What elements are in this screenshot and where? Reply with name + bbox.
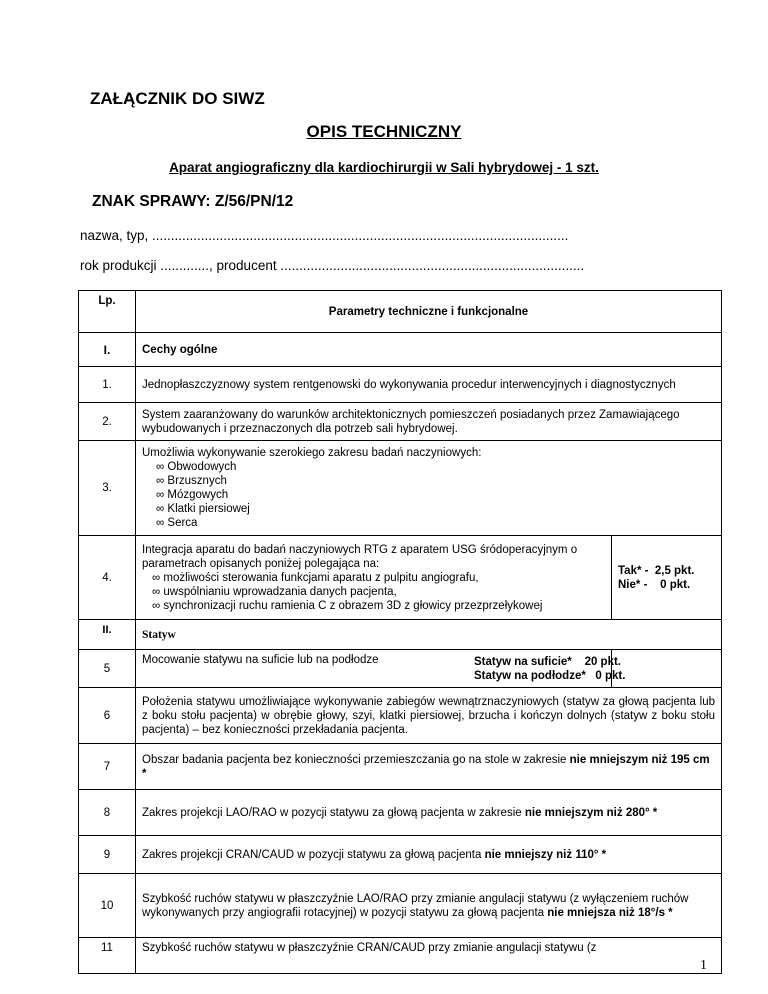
- row-number: 11: [79, 938, 136, 974]
- row-content: [136, 441, 722, 536]
- page-number: 1: [700, 958, 707, 973]
- section-number: II.: [79, 620, 136, 650]
- section-row: [79, 333, 722, 367]
- list-item: ∞ uwspólnianiu wprowadzania danych pacjenta,: [152, 585, 605, 599]
- section-title: Cechy ogólne: [136, 333, 722, 367]
- score-no: Nie* - 0 pkt.: [618, 578, 691, 591]
- row-requirement: nie mniejszy niż 110° *: [484, 848, 607, 861]
- table-row: [79, 938, 722, 974]
- score-ceiling: Statyw na suficie* 20 pkt.: [474, 655, 621, 668]
- table-header-row: [79, 291, 722, 333]
- row-text: Położenia statywu umożliwiające wykonywanie zabiegów wewnątrznaczyniowych (statyw za głową pacjenta lub z boku stołu pacjenta) w obrębie głowy, szyi, klatki piersiowej, brzucha i kończyn dolnych (statyw z boku stołu pacjenta) – bez konieczności przekładania pacjenta.: [136, 688, 722, 744]
- section-row: [79, 620, 722, 650]
- score-cell: [474, 650, 722, 688]
- col-lp-header: Lp.: [79, 291, 136, 333]
- row-requirement: nie mniejszym niż 195 cm *: [142, 753, 710, 780]
- list-item: ∞ Obwodowych: [156, 460, 715, 474]
- table-row: [79, 874, 722, 938]
- document-subtitle: Aparat angiograficzny dla kardiochirurgii w Sali hybrydowej - 1 szt.: [169, 160, 599, 175]
- section-title: Statyw: [136, 620, 722, 650]
- score-floor: Statyw na podłodze* 0 pkt.: [474, 669, 626, 682]
- row-number: 9: [79, 836, 136, 874]
- row-text: Jednopłaszczyznowy system rentgenowski do wykonywania procedur interwencyjnych i diagnostycznych: [136, 367, 722, 403]
- list-item: ∞ Mózgowych: [156, 488, 715, 502]
- row-number: 6: [79, 688, 136, 744]
- row-content: [136, 790, 722, 836]
- row-content: [136, 836, 722, 874]
- bullet-list: [142, 460, 715, 530]
- row-content: [136, 536, 612, 620]
- row-number: 10: [79, 874, 136, 938]
- row-number: 5: [79, 650, 136, 688]
- table-row: [79, 688, 722, 744]
- row-content: [136, 744, 722, 790]
- table-row: [79, 441, 722, 536]
- row-text: Umożliwia wykonywanie szerokiego zakresu badań naczyniowych:: [142, 447, 482, 459]
- bullet-list: [142, 571, 605, 613]
- row-number: 3.: [79, 441, 136, 536]
- list-item: ∞ Serca: [156, 516, 715, 530]
- table-row: [79, 650, 722, 688]
- row-text: Mocowanie statywu na suficie lub na podłodze: [136, 650, 612, 688]
- row-requirement: nie mniejsza niż 18°/s *: [547, 906, 673, 919]
- row-number: 4.: [79, 536, 136, 620]
- row-number: 8: [79, 790, 136, 836]
- row-text: System zaaranżowany do warunków architektonicznych pomieszczeń posiadanych przez Zamawiającego wybudowanych i przeznaczonych dla potrzeb sali hybrydowej.: [136, 403, 722, 441]
- list-item: ∞ Brzusznych: [156, 474, 715, 488]
- row-text: Zakres projekcji CRAN/CAUD w pozycji statywu za głową pacjenta: [142, 848, 485, 861]
- score-yes: Tak* - 2,5 pkt.: [618, 564, 695, 577]
- table-row: [79, 836, 722, 874]
- row-number: 7: [79, 744, 136, 790]
- case-number: ZNAK SPRAWY: Z/56/PN/12: [92, 193, 294, 210]
- list-item: ∞ synchronizacji ruchu ramienia C z obrazem 3D z głowicy przezprzełykowej: [152, 599, 605, 613]
- list-item: ∞ możliwości sterowania funkcjami aparatu z pulpitu angiografu,: [152, 571, 605, 585]
- row-text: Obszar badania pacjenta bez konieczności przemieszczania go na stole w zakresie: [142, 753, 570, 766]
- row-text: Zakres projekcji LAO/RAO w pozycji statywu za głową pacjenta w zakresie: [142, 806, 525, 819]
- score-cell: [612, 536, 722, 620]
- name-type-field: nazwa, typ, ...............................................................................................................: [80, 228, 569, 243]
- spec-table: [78, 290, 722, 974]
- row-text: Integracja aparatu do badań naczyniowych RTG z aparatem USG śródoperacyjnym o parametrach opisanych poniżej polegająca na:: [142, 543, 578, 570]
- list-item: ∞ Klatki piersiowej: [156, 502, 715, 516]
- row-text: Szybkość ruchów statywu w płaszczyźnie LAO/RAO przy zmianie angulacji statywu (z wyłączeniem ruchów wykonywanych przy angiografii rotacyjnej) w pozycji statywu za głową pacjenta: [142, 892, 689, 919]
- document-title: OPIS TECHNICZNY: [306, 122, 462, 141]
- table-row: [79, 403, 722, 441]
- year-producer-field: rok produkcji ............., producent .................................................................................: [80, 258, 585, 273]
- row-text: Szybkość ruchów statywu w płaszczyźnie CRAN/CAUD przy zmianie angulacji statywu (z: [136, 938, 722, 974]
- table-row: [79, 367, 722, 403]
- table-row: [79, 790, 722, 836]
- table-row: [79, 536, 722, 620]
- section-number: I.: [79, 333, 136, 367]
- row-number: 1.: [79, 367, 136, 403]
- annex-heading: ZAŁĄCZNIK DO SIWZ: [90, 89, 265, 108]
- row-number: 2.: [79, 403, 136, 441]
- col-params-header: Parametry techniczne i funkcjonalne: [136, 291, 722, 333]
- row-content: [136, 874, 722, 938]
- table-row: [79, 744, 722, 790]
- row-requirement: nie mniejszym niż 280° *: [524, 806, 658, 819]
